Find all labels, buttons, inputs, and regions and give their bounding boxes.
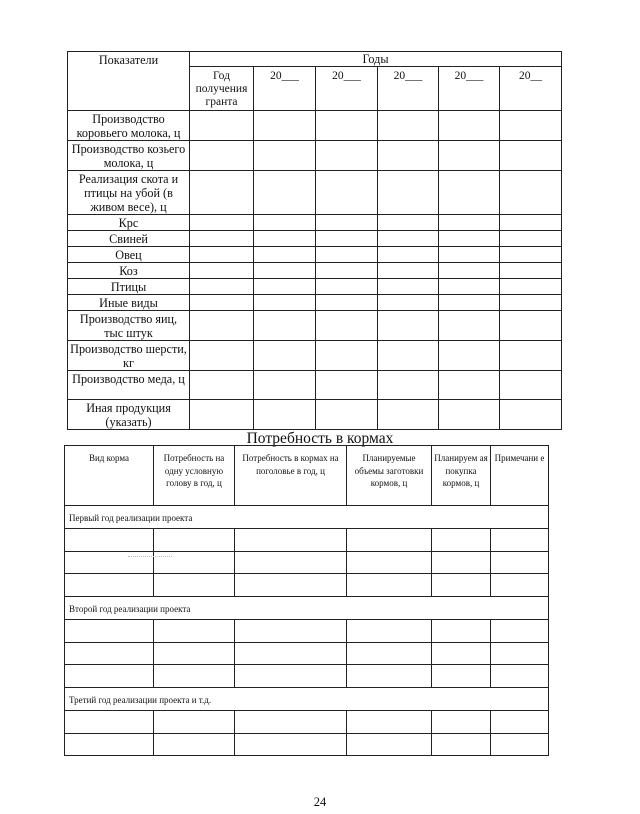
feed-cell[interactable] bbox=[347, 574, 432, 597]
feed-cell[interactable] bbox=[65, 574, 154, 597]
feed-cell[interactable] bbox=[65, 643, 154, 665]
feed-cell[interactable] bbox=[65, 734, 154, 756]
value-cell[interactable] bbox=[378, 171, 439, 215]
row-label: Крс bbox=[68, 215, 190, 231]
table-row bbox=[65, 552, 549, 574]
value-cell[interactable] bbox=[439, 295, 500, 311]
value-cell[interactable] bbox=[500, 215, 562, 231]
value-cell[interactable] bbox=[254, 371, 316, 400]
value-cell[interactable] bbox=[316, 171, 378, 215]
value-cell[interactable] bbox=[190, 400, 254, 430]
table-row bbox=[68, 371, 562, 400]
table-row bbox=[65, 620, 549, 643]
value-cell[interactable] bbox=[190, 311, 254, 341]
value-cell[interactable] bbox=[190, 111, 254, 141]
table-row bbox=[65, 574, 549, 597]
feed-cell[interactable] bbox=[235, 734, 347, 756]
dotted-mark bbox=[128, 556, 172, 557]
feed-cell[interactable] bbox=[154, 711, 235, 734]
feed-cell[interactable] bbox=[235, 574, 347, 597]
table-row bbox=[68, 215, 562, 231]
feed-cell[interactable] bbox=[491, 529, 549, 552]
row-label: Иная продукция (указать) bbox=[68, 400, 190, 430]
value-cell[interactable] bbox=[439, 141, 500, 171]
value-cell[interactable] bbox=[500, 247, 562, 263]
value-cell[interactable] bbox=[378, 279, 439, 295]
feed-cell[interactable] bbox=[432, 574, 491, 597]
year-header: Год получения гранта bbox=[190, 67, 254, 111]
value-cell[interactable] bbox=[190, 341, 254, 371]
value-cell[interactable] bbox=[500, 263, 562, 279]
value-cell[interactable] bbox=[190, 141, 254, 171]
feed-cell[interactable] bbox=[347, 552, 432, 574]
value-cell[interactable] bbox=[190, 247, 254, 263]
feed-cell[interactable] bbox=[432, 620, 491, 643]
value-cell[interactable] bbox=[439, 263, 500, 279]
value-cell[interactable] bbox=[316, 295, 378, 311]
value-cell[interactable] bbox=[439, 247, 500, 263]
table-row bbox=[65, 734, 549, 756]
value-cell[interactable] bbox=[500, 141, 562, 171]
production-table bbox=[67, 51, 562, 430]
feed-cell[interactable] bbox=[154, 734, 235, 756]
value-cell[interactable] bbox=[439, 171, 500, 215]
value-cell[interactable] bbox=[316, 311, 378, 341]
feed-cell[interactable] bbox=[154, 643, 235, 665]
value-cell[interactable] bbox=[500, 295, 562, 311]
year-header: 20___ bbox=[254, 67, 316, 111]
value-cell[interactable] bbox=[254, 171, 316, 215]
value-cell[interactable] bbox=[254, 263, 316, 279]
value-cell[interactable] bbox=[316, 279, 378, 295]
value-cell[interactable] bbox=[439, 111, 500, 141]
feed-cell[interactable] bbox=[154, 552, 235, 574]
column-header: Планируемые объемы заготовки кормов, ц bbox=[347, 446, 432, 506]
row-label: Свиней bbox=[68, 231, 190, 247]
value-cell[interactable] bbox=[439, 371, 500, 400]
feed-cell[interactable] bbox=[347, 643, 432, 665]
year-header: 20___ bbox=[439, 67, 500, 111]
value-cell[interactable] bbox=[254, 341, 316, 371]
feed-cell[interactable] bbox=[347, 529, 432, 552]
row-label: Производство яиц, тыс штук bbox=[68, 311, 190, 341]
value-cell[interactable] bbox=[439, 341, 500, 371]
feed-cell[interactable] bbox=[432, 643, 491, 665]
feed-cell[interactable] bbox=[65, 552, 154, 574]
table-row bbox=[68, 341, 562, 371]
value-cell[interactable] bbox=[254, 111, 316, 141]
feed-cell[interactable] bbox=[235, 529, 347, 552]
value-cell[interactable] bbox=[500, 111, 562, 141]
row-label: Производство коровьего молока, ц bbox=[68, 111, 190, 141]
table-row bbox=[68, 171, 562, 215]
value-cell[interactable] bbox=[254, 215, 316, 231]
feed-cell[interactable] bbox=[491, 643, 549, 665]
feed-cell[interactable] bbox=[235, 620, 347, 643]
row-label: Производство шерсти, кг bbox=[68, 341, 190, 371]
value-cell[interactable] bbox=[378, 231, 439, 247]
value-cell[interactable] bbox=[254, 279, 316, 295]
value-cell[interactable] bbox=[378, 215, 439, 231]
value-cell[interactable] bbox=[378, 371, 439, 400]
value-cell[interactable] bbox=[254, 231, 316, 247]
value-cell[interactable] bbox=[500, 400, 562, 430]
value-cell[interactable] bbox=[316, 247, 378, 263]
value-cell[interactable] bbox=[439, 400, 500, 430]
value-cell[interactable] bbox=[254, 141, 316, 171]
feed-cell[interactable] bbox=[235, 711, 347, 734]
feed-cell[interactable] bbox=[65, 711, 154, 734]
column-header: Вид корма bbox=[65, 446, 154, 506]
value-cell[interactable] bbox=[439, 231, 500, 247]
table-row bbox=[68, 400, 562, 430]
table-row bbox=[68, 231, 562, 247]
value-cell[interactable] bbox=[316, 263, 378, 279]
column-header: Примечани е bbox=[491, 446, 549, 506]
feed-cell[interactable] bbox=[491, 552, 549, 574]
table-row bbox=[68, 141, 562, 171]
row-label: Производство козьего молока, ц bbox=[68, 141, 190, 171]
row-label: Иные виды bbox=[68, 295, 190, 311]
value-cell[interactable] bbox=[190, 215, 254, 231]
value-cell[interactable] bbox=[254, 311, 316, 341]
row-label: Коз bbox=[68, 263, 190, 279]
feed-cell[interactable] bbox=[235, 552, 347, 574]
value-cell[interactable] bbox=[378, 400, 439, 430]
section-label: Третий год реализации проекта и т.д. bbox=[65, 688, 549, 711]
value-cell[interactable] bbox=[378, 311, 439, 341]
page-number: 24 bbox=[313, 795, 327, 809]
row-label: Реализация скота и птицы на убой (в живом весе), ц bbox=[68, 171, 190, 215]
value-cell[interactable] bbox=[500, 311, 562, 341]
value-cell[interactable] bbox=[254, 400, 316, 430]
feed-cell[interactable] bbox=[491, 734, 549, 756]
feed-cell[interactable] bbox=[432, 552, 491, 574]
feed-cell[interactable] bbox=[235, 643, 347, 665]
table-row bbox=[68, 279, 562, 295]
table-row bbox=[65, 711, 549, 734]
value-cell[interactable] bbox=[316, 141, 378, 171]
feed-cell[interactable] bbox=[65, 620, 154, 643]
value-cell[interactable] bbox=[190, 295, 254, 311]
value-cell[interactable] bbox=[500, 279, 562, 295]
section-row bbox=[65, 688, 549, 711]
feed-cell[interactable] bbox=[235, 665, 347, 688]
years-header: Годы bbox=[190, 52, 562, 67]
value-cell[interactable] bbox=[500, 171, 562, 215]
feed-table-title: Потребность в кормах bbox=[246, 430, 394, 447]
value-cell[interactable] bbox=[190, 171, 254, 215]
value-cell[interactable] bbox=[378, 141, 439, 171]
column-header: Потребность в кормах на поголовье в год, ц bbox=[235, 446, 347, 506]
feed-cell[interactable] bbox=[347, 665, 432, 688]
value-cell[interactable] bbox=[378, 247, 439, 263]
table-row bbox=[68, 111, 562, 141]
section-row bbox=[65, 597, 549, 620]
value-cell[interactable] bbox=[190, 263, 254, 279]
value-cell[interactable] bbox=[500, 371, 562, 400]
value-cell[interactable] bbox=[190, 371, 254, 400]
value-cell[interactable] bbox=[439, 215, 500, 231]
value-cell[interactable] bbox=[316, 231, 378, 247]
feed-cell[interactable] bbox=[347, 620, 432, 643]
table-row bbox=[68, 247, 562, 263]
feed-requirements-table bbox=[64, 445, 549, 756]
feed-cell[interactable] bbox=[432, 734, 491, 756]
section-row bbox=[65, 506, 549, 529]
table-row bbox=[68, 295, 562, 311]
feed-cell[interactable] bbox=[347, 734, 432, 756]
value-cell[interactable] bbox=[254, 247, 316, 263]
column-header: Планируем ая покупка кормов, ц bbox=[432, 446, 491, 506]
table-row bbox=[68, 311, 562, 341]
value-cell[interactable] bbox=[190, 231, 254, 247]
value-cell[interactable] bbox=[439, 279, 500, 295]
table-row bbox=[65, 665, 549, 688]
feed-cell[interactable] bbox=[154, 665, 235, 688]
feed-cell[interactable] bbox=[65, 529, 154, 552]
value-cell[interactable] bbox=[378, 111, 439, 141]
value-cell[interactable] bbox=[316, 371, 378, 400]
feed-cell[interactable] bbox=[491, 711, 549, 734]
feed-cell[interactable] bbox=[154, 529, 235, 552]
feed-cell[interactable] bbox=[432, 665, 491, 688]
column-header: Потребность на одну условную голову в год, ц bbox=[154, 446, 235, 506]
value-cell[interactable] bbox=[500, 231, 562, 247]
value-cell[interactable] bbox=[378, 295, 439, 311]
year-header: 20__ bbox=[500, 67, 562, 111]
feed-cell[interactable] bbox=[65, 665, 154, 688]
feed-cell[interactable] bbox=[491, 665, 549, 688]
value-cell[interactable] bbox=[316, 215, 378, 231]
feed-cell[interactable] bbox=[154, 574, 235, 597]
row-label: Птицы bbox=[68, 279, 190, 295]
feed-cell[interactable] bbox=[347, 711, 432, 734]
feed-cell[interactable] bbox=[154, 620, 235, 643]
value-cell[interactable] bbox=[378, 341, 439, 371]
feed-cell[interactable] bbox=[491, 620, 549, 643]
table-row bbox=[65, 529, 549, 552]
indicators-header: Показатели bbox=[68, 52, 190, 111]
feed-cell[interactable] bbox=[491, 574, 549, 597]
table-row bbox=[68, 263, 562, 279]
feed-cell[interactable] bbox=[432, 529, 491, 552]
value-cell[interactable] bbox=[316, 341, 378, 371]
row-label: Производство меда, ц bbox=[68, 371, 190, 400]
section-label: Первый год реализации проекта bbox=[65, 506, 549, 529]
value-cell[interactable] bbox=[316, 111, 378, 141]
value-cell[interactable] bbox=[190, 279, 254, 295]
value-cell[interactable] bbox=[500, 341, 562, 371]
value-cell[interactable] bbox=[378, 263, 439, 279]
value-cell[interactable] bbox=[439, 311, 500, 341]
section-label: Второй год реализации проекта bbox=[65, 597, 549, 620]
row-label: Овец bbox=[68, 247, 190, 263]
table-row bbox=[65, 643, 549, 665]
year-header: 20___ bbox=[316, 67, 378, 111]
value-cell[interactable] bbox=[316, 400, 378, 430]
value-cell[interactable] bbox=[254, 295, 316, 311]
feed-cell[interactable] bbox=[432, 711, 491, 734]
year-header: 20___ bbox=[378, 67, 439, 111]
